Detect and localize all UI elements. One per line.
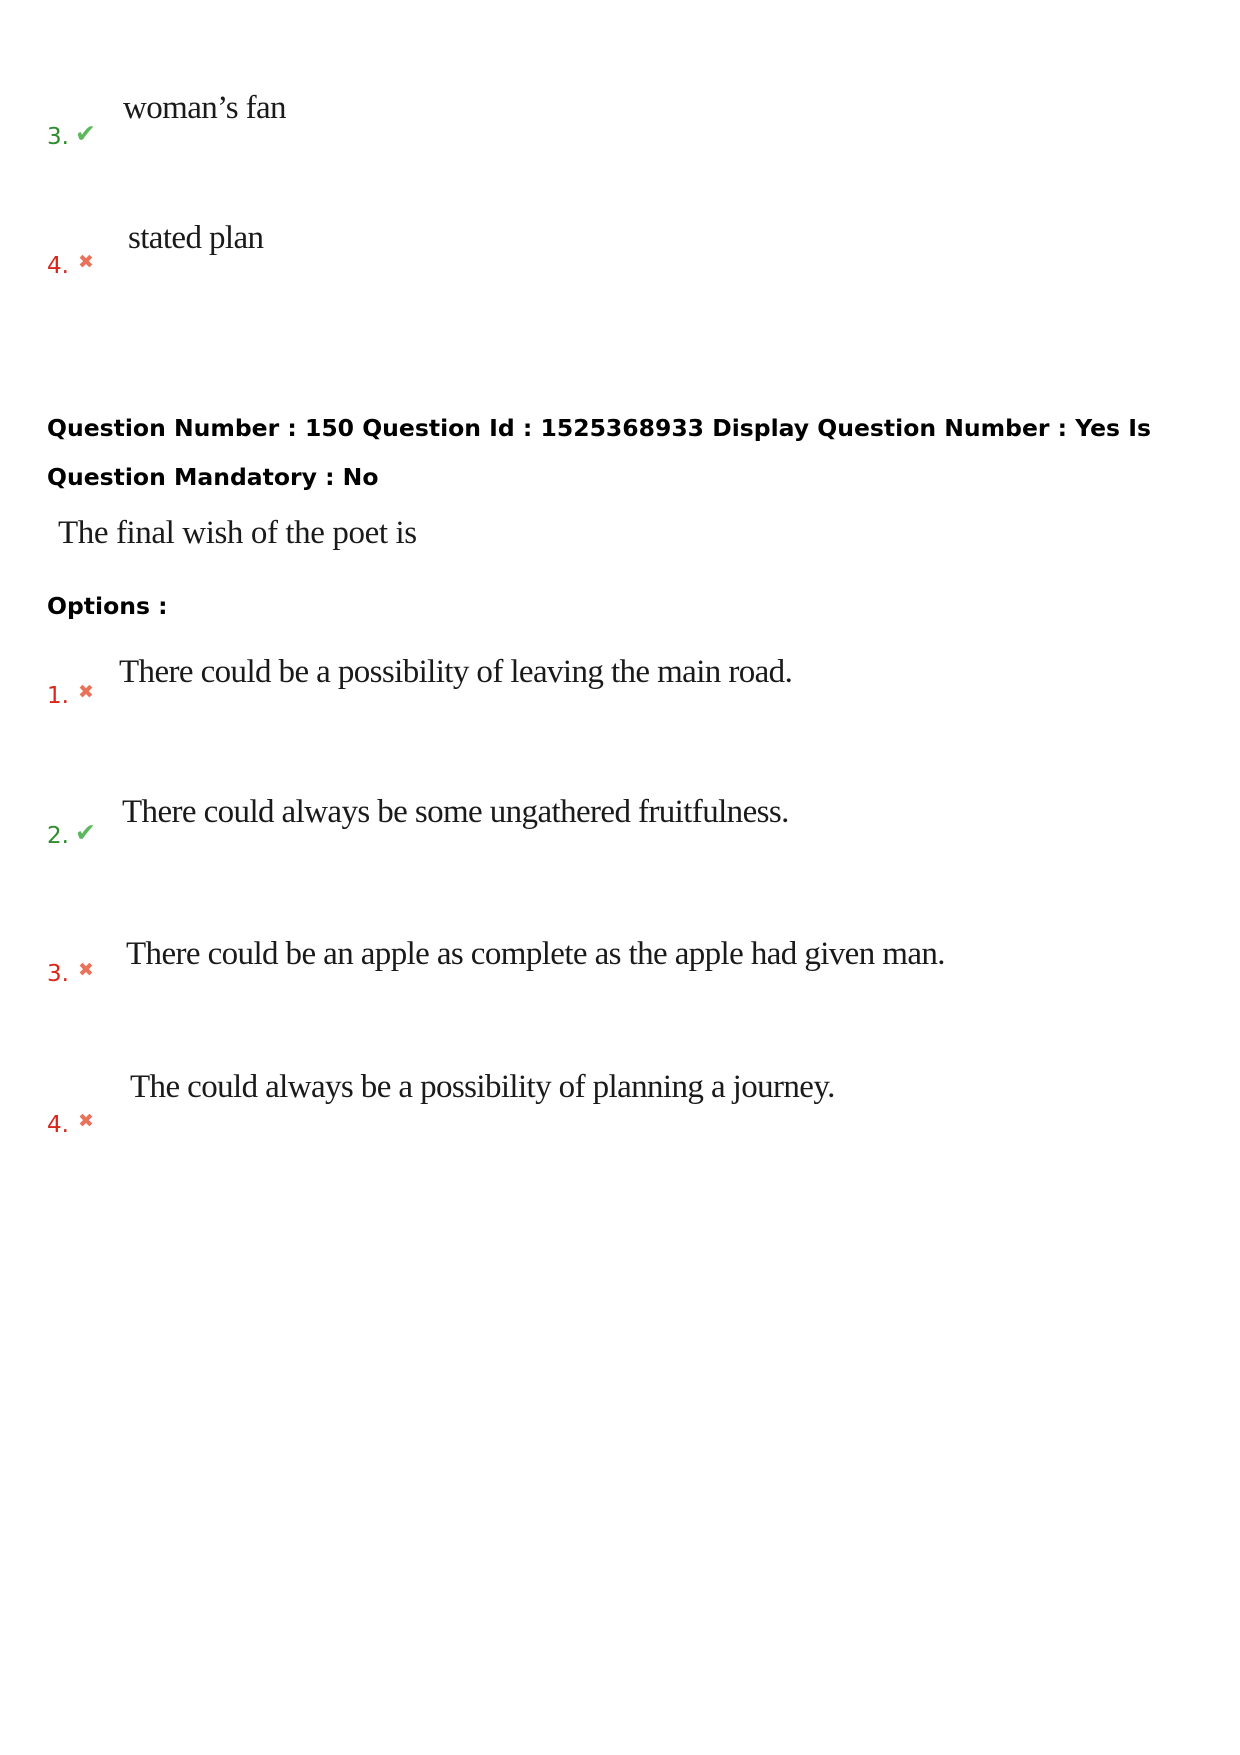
option-text: There could be a possibility of leaving the main road. xyxy=(119,654,793,690)
option-text: The could always be a possibility of planning a journey. xyxy=(130,1069,835,1105)
option-number: 1. xyxy=(47,683,69,709)
cross-icon: ✖ xyxy=(78,681,94,703)
cross-icon: ✖ xyxy=(78,1110,94,1132)
option-number: 3. xyxy=(47,124,69,150)
question-header: Question Number : 150 Question Id : 1525368933 Display Question Number : Yes Is Question Mandatory : No xyxy=(47,414,1151,491)
option-text: woman’s fan xyxy=(123,90,286,126)
option-text: stated plan xyxy=(128,220,264,256)
cross-icon: ✖ xyxy=(78,959,94,981)
option-number: 3. xyxy=(47,961,69,987)
option-number: 4. xyxy=(47,1112,69,1138)
option-number: 2. xyxy=(47,823,69,849)
options-label: Options : xyxy=(47,592,168,620)
question-text: The final wish of the poet is xyxy=(58,515,417,551)
check-icon: ✔ xyxy=(75,818,96,847)
check-icon: ✔ xyxy=(75,119,96,148)
option-text: There could always be some ungathered fruitfulness. xyxy=(122,794,789,830)
cross-icon: ✖ xyxy=(78,251,94,273)
option-text: There could be an apple as complete as the apple had given man. xyxy=(126,936,945,972)
option-number: 4. xyxy=(47,253,69,279)
